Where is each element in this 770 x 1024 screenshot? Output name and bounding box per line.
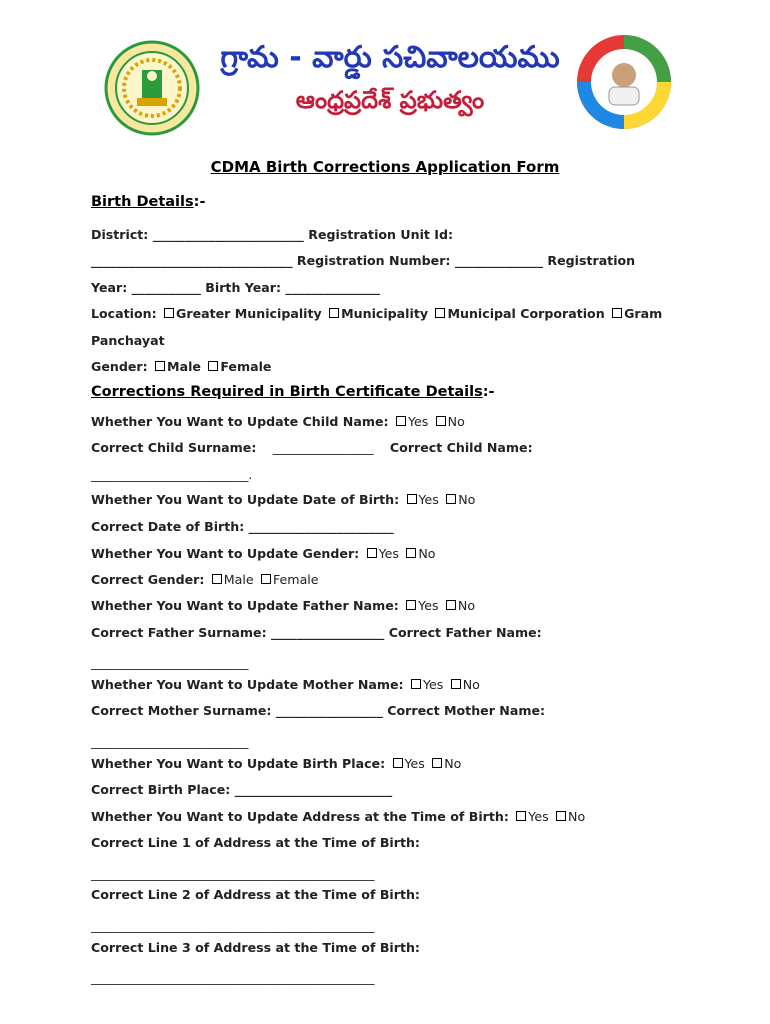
checkbox-address-yes[interactable] bbox=[516, 811, 526, 821]
address-line1-field[interactable]: _____________________________________________ bbox=[91, 866, 375, 881]
checkbox-female[interactable] bbox=[208, 361, 218, 371]
child-name-row: Correct Child Surname: ________________ Correct Child Name: bbox=[91, 440, 533, 455]
checkbox-address-no[interactable] bbox=[556, 811, 566, 821]
child-name-field[interactable]: _________________________. bbox=[91, 467, 253, 482]
location-label: Location: bbox=[91, 306, 157, 321]
checkbox-dob-yes[interactable] bbox=[407, 494, 417, 504]
q-address-row: Whether You Want to Update Address at the Time of Birth: Yes No bbox=[91, 809, 586, 824]
ap-state-emblem-icon bbox=[104, 40, 200, 136]
q-dob-row: Whether You Want to Update Date of Birth: Yes No bbox=[91, 492, 476, 507]
form-title: CDMA Birth Corrections Application Form bbox=[210, 158, 560, 176]
father-name-field[interactable]: _________________________ bbox=[91, 655, 249, 670]
address-line3-label: Correct Line 3 of Address at the Time of Birth: bbox=[91, 940, 420, 955]
address-line1-label: Correct Line 1 of Address at the Time of Birth: bbox=[91, 835, 420, 850]
checkbox-municipal-corporation[interactable] bbox=[435, 308, 445, 318]
checkbox-correct-male[interactable] bbox=[212, 574, 222, 584]
checkbox-greater-municipality[interactable] bbox=[164, 308, 174, 318]
district-row bbox=[91, 227, 453, 242]
checkbox-gram-panchayat[interactable] bbox=[612, 308, 622, 318]
registration-label: Registration bbox=[547, 253, 636, 268]
checkbox-municipality[interactable] bbox=[329, 308, 339, 318]
checkbox-birth-place-yes[interactable] bbox=[393, 758, 403, 768]
father-surname-field[interactable]: Correct Father Surname: __________________ Correct Father Name: bbox=[91, 625, 542, 640]
telugu-title: గ్రామ - వార్డు సచివాలయము bbox=[220, 40, 560, 75]
q-mother-row: Whether You Want to Update Mother Name: Yes No bbox=[91, 677, 480, 692]
gender-row: Gender: Male Female bbox=[91, 359, 272, 374]
checkbox-gender-yes[interactable] bbox=[367, 548, 377, 558]
corrections-heading: Corrections Required in Birth Certificate Details:- bbox=[91, 384, 495, 400]
reg-unit-field[interactable]: ________________________________ bbox=[91, 253, 293, 268]
child-surname-field[interactable]: ________________ bbox=[272, 440, 374, 455]
sachivalayam-logo-icon bbox=[575, 33, 673, 131]
address-line2-label: Correct Line 2 of Address at the Time of Birth: bbox=[91, 887, 420, 902]
telugu-subtitle: ఆంధ్రప్రదేశ్ ప్రభుత్వం bbox=[295, 86, 485, 114]
location-row: Location: Greater Municipality Municipality Municipal Corporation Gram bbox=[91, 306, 663, 321]
year-row bbox=[91, 280, 380, 295]
reg-year-field[interactable]: Year: ___________ bbox=[91, 280, 201, 295]
dob-field[interactable]: Correct Date of Birth: _______________________ bbox=[91, 519, 394, 534]
birth-place-field[interactable]: Correct Birth Place: _________________________ bbox=[91, 782, 393, 797]
mother-name-field[interactable]: _________________________ bbox=[91, 734, 249, 749]
correct-gender-row: Correct Gender: Male Female bbox=[91, 572, 319, 587]
reg-unit-label: Registration Unit Id: bbox=[308, 227, 454, 242]
reg-number-field[interactable]: Registration Number: ______________ bbox=[296, 253, 543, 268]
checkbox-correct-female[interactable] bbox=[261, 574, 271, 584]
checkbox-child-name-no[interactable] bbox=[436, 416, 446, 426]
checkbox-gender-no[interactable] bbox=[406, 548, 416, 558]
district-field[interactable]: District: ________________________ bbox=[91, 227, 304, 242]
checkbox-birth-place-no[interactable] bbox=[432, 758, 442, 768]
birth-details-heading: Birth Details:- bbox=[91, 194, 206, 210]
q-gender-row: Whether You Want to Update Gender: Yes No bbox=[91, 546, 436, 561]
checkbox-father-yes[interactable] bbox=[406, 600, 416, 610]
location-cont: Panchayat bbox=[91, 333, 165, 348]
q-child-name-row: Whether You Want to Update Child Name: Yes No bbox=[91, 414, 465, 429]
checkbox-mother-no[interactable] bbox=[451, 679, 461, 689]
checkbox-father-no[interactable] bbox=[446, 600, 456, 610]
address-line2-field[interactable]: _____________________________________________ bbox=[91, 918, 375, 933]
checkbox-male[interactable] bbox=[155, 361, 165, 371]
mother-surname-field[interactable]: Correct Mother Surname: _________________ Correct Mother Name: bbox=[91, 703, 546, 718]
birth-year-field[interactable]: Birth Year: _______________ bbox=[205, 280, 380, 295]
q-birth-place-row: Whether You Want to Update Birth Place: Yes No bbox=[91, 756, 462, 771]
page-header bbox=[0, 0, 770, 150]
checkbox-dob-no[interactable] bbox=[446, 494, 456, 504]
reg-row bbox=[91, 253, 635, 268]
q-father-row: Whether You Want to Update Father Name: Yes No bbox=[91, 598, 476, 613]
checkbox-mother-yes[interactable] bbox=[411, 679, 421, 689]
checkbox-child-name-yes[interactable] bbox=[396, 416, 406, 426]
address-line3-field[interactable]: _____________________________________________ bbox=[91, 970, 375, 985]
